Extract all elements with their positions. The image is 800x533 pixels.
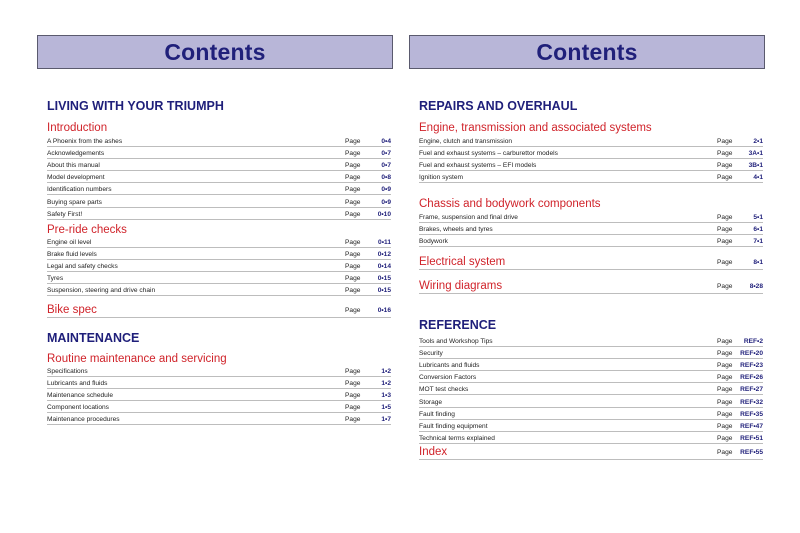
introduction-rows bbox=[47, 135, 391, 220]
page-number: 0•15 bbox=[377, 275, 391, 283]
page-number: 0•11 bbox=[378, 239, 391, 247]
page-label: Page bbox=[717, 410, 733, 418]
page-number: 3A•1 bbox=[748, 150, 763, 158]
index-title: Index bbox=[419, 446, 448, 458]
page-label: Page bbox=[717, 150, 733, 158]
index-entry[interactable] bbox=[419, 445, 763, 460]
left-contents-column bbox=[37, 35, 393, 424]
toc-entry-title: Security bbox=[419, 350, 443, 358]
toc-entry[interactable] bbox=[419, 347, 763, 359]
reference-heading: REFERENCE bbox=[419, 318, 497, 332]
toc-entry[interactable] bbox=[419, 359, 763, 371]
page-number: 2•1 bbox=[753, 138, 763, 146]
page-number: 0•7 bbox=[381, 162, 391, 170]
page-label: Page bbox=[345, 162, 361, 170]
page-label: Page bbox=[345, 239, 361, 247]
page-number: 0•14 bbox=[377, 263, 391, 271]
toc-entry-title: Storage bbox=[419, 398, 443, 406]
page-number: REF•51 bbox=[740, 434, 763, 442]
toc-entry[interactable] bbox=[419, 171, 763, 183]
page-number: REF•20 bbox=[740, 350, 763, 358]
page-label: Page bbox=[345, 251, 361, 259]
page-label: Page bbox=[717, 138, 733, 146]
toc-entry-title: Fault finding equipment bbox=[419, 422, 488, 430]
bike-spec-entry[interactable] bbox=[47, 303, 391, 318]
toc-entry-title: Specifications bbox=[47, 368, 88, 376]
page-number: REF•2 bbox=[743, 338, 763, 346]
page-number: 6•1 bbox=[753, 226, 763, 234]
wiring-entry[interactable] bbox=[419, 279, 763, 294]
toc-entry[interactable] bbox=[47, 365, 391, 377]
toc-entry-title: Brake fluid levels bbox=[47, 251, 97, 259]
page-number: 0•4 bbox=[381, 138, 391, 146]
page-label: Page bbox=[717, 174, 733, 182]
page-label: Page bbox=[345, 404, 361, 412]
toc-entry[interactable] bbox=[47, 208, 391, 220]
page-label: Page bbox=[717, 386, 733, 394]
toc-entry-title: Fuel and exhaust systems – EFI models bbox=[419, 162, 537, 170]
page-label: Page bbox=[345, 198, 361, 206]
toc-entry[interactable] bbox=[419, 159, 763, 171]
page-number: 0•8 bbox=[381, 174, 391, 182]
page-label: Page bbox=[717, 374, 733, 382]
page-label: Page bbox=[717, 362, 733, 370]
toc-entry-title: Component locations bbox=[47, 404, 109, 412]
toc-entry-title: Technical terms explained bbox=[419, 434, 495, 442]
page-number: 0•7 bbox=[381, 150, 391, 158]
toc-entry[interactable] bbox=[47, 236, 391, 248]
page-label: Page bbox=[345, 368, 361, 376]
page-number: REF•27 bbox=[740, 386, 763, 394]
bike-spec-title: Bike spec bbox=[47, 304, 97, 316]
toc-entry[interactable] bbox=[419, 432, 763, 444]
toc-entry-title: A Phoenix from the ashes bbox=[47, 138, 123, 146]
toc-entry-title: Engine, clutch and transmission bbox=[419, 138, 513, 146]
page-label: Page bbox=[717, 238, 733, 246]
toc-entry[interactable] bbox=[419, 135, 763, 147]
reference-rows bbox=[419, 335, 763, 444]
page-number: 0•10 bbox=[377, 210, 391, 218]
toc-entry[interactable] bbox=[419, 395, 763, 407]
toc-entry-title: Safety First! bbox=[47, 210, 83, 218]
toc-entry-title: Brakes, wheels and tyres bbox=[419, 226, 493, 234]
page-label: Page bbox=[345, 287, 361, 295]
toc-entry-title: Acknowledgements bbox=[47, 150, 105, 158]
maintenance-heading: MAINTENANCE bbox=[47, 331, 140, 345]
toc-entry[interactable] bbox=[47, 260, 391, 272]
toc-entry[interactable] bbox=[47, 377, 391, 389]
page-number: 0•9 bbox=[381, 186, 391, 194]
toc-entry-title: Engine oil level bbox=[47, 239, 92, 247]
living-heading: LIVING WITH YOUR TRIUMPH bbox=[47, 99, 224, 113]
toc-entry[interactable] bbox=[47, 272, 391, 284]
toc-entry[interactable] bbox=[419, 211, 763, 223]
right-contents-column bbox=[409, 35, 765, 458]
page-number: 0•16 bbox=[377, 307, 391, 314]
page-number: REF•23 bbox=[740, 362, 763, 370]
page-number: 3B•1 bbox=[748, 162, 763, 170]
toc-entry[interactable] bbox=[47, 171, 391, 183]
toc-entry[interactable] bbox=[419, 235, 763, 247]
page-label: Page bbox=[345, 275, 361, 283]
toc-entry-title: Bodywork bbox=[419, 238, 448, 246]
page-label: Page bbox=[345, 416, 361, 424]
page-label: Page bbox=[717, 398, 733, 406]
toc-entry-title: Fault finding bbox=[419, 410, 455, 418]
page-label: Page bbox=[345, 186, 361, 194]
page-number: 4•1 bbox=[753, 174, 763, 182]
toc-entry[interactable] bbox=[47, 195, 391, 207]
chassis-title: Chassis and bodywork components bbox=[419, 198, 601, 210]
toc-entry-title: Model development bbox=[47, 174, 105, 182]
page-label: Page bbox=[345, 150, 361, 158]
preride-title: Pre-ride checks bbox=[47, 224, 127, 236]
introduction-title: Introduction bbox=[47, 122, 108, 134]
contents-banner: Contents bbox=[37, 35, 393, 69]
toc-entry[interactable] bbox=[419, 408, 763, 420]
toc-entry[interactable] bbox=[419, 147, 763, 159]
toc-entry-title: Lubricants and fluids bbox=[47, 380, 108, 388]
toc-entry-title: Ignition system bbox=[419, 174, 463, 182]
page-label: Page bbox=[717, 434, 733, 442]
page-label: Page bbox=[345, 138, 361, 146]
page-number: 1•2 bbox=[381, 368, 391, 376]
toc-entry[interactable] bbox=[47, 147, 391, 159]
page-label: Page bbox=[345, 174, 361, 182]
page-number: 8•28 bbox=[749, 283, 763, 290]
page-label: Page bbox=[345, 263, 361, 271]
toc-entry[interactable] bbox=[47, 183, 391, 195]
routine-title: Routine maintenance and servicing bbox=[47, 353, 227, 365]
toc-entry[interactable] bbox=[419, 383, 763, 395]
page-label: Page bbox=[345, 210, 361, 218]
toc-entry-title: Lubricants and fluids bbox=[419, 362, 480, 370]
toc-entry-title: Maintenance schedule bbox=[47, 392, 113, 400]
toc-entry-title: Identification numbers bbox=[47, 186, 112, 194]
page-number: 0•12 bbox=[377, 251, 391, 259]
page-label: Page bbox=[345, 392, 361, 400]
wiring-title: Wiring diagrams bbox=[419, 280, 503, 292]
page-label: Page bbox=[717, 259, 733, 266]
toc-entry-title: About this manual bbox=[47, 162, 100, 170]
page-label: Page bbox=[717, 338, 733, 346]
page-label: Page bbox=[717, 449, 733, 456]
page-number: 0•9 bbox=[381, 198, 391, 206]
page-label: Page bbox=[717, 214, 733, 222]
toc-entry-title: Legal and safety checks bbox=[47, 263, 118, 271]
page-label: Page bbox=[717, 226, 733, 234]
toc-entry-title: Fuel and exhaust systems – carburettor models bbox=[419, 150, 558, 158]
contents-banner: Contents bbox=[409, 35, 765, 69]
toc-entry-title: MOT test checks bbox=[419, 386, 469, 394]
toc-entry-title: Buying spare parts bbox=[47, 198, 102, 206]
page-label: Page bbox=[717, 422, 733, 430]
toc-entry[interactable] bbox=[47, 401, 391, 413]
toc-entry[interactable] bbox=[47, 284, 391, 296]
page-number: REF•35 bbox=[740, 410, 763, 418]
page-number: REF•47 bbox=[740, 422, 763, 430]
repairs-heading: REPAIRS AND OVERHAUL bbox=[419, 99, 578, 113]
page-number: 0•15 bbox=[377, 287, 391, 295]
toc-entry-title: Frame, suspension and final drive bbox=[419, 214, 518, 222]
engine-rows bbox=[419, 135, 763, 183]
toc-entry-title: Conversion Factors bbox=[419, 374, 477, 382]
page-label: Page bbox=[717, 350, 733, 358]
toc-entry[interactable] bbox=[47, 389, 391, 401]
toc-entry[interactable] bbox=[419, 223, 763, 235]
toc-entry-title: Tyres bbox=[47, 275, 64, 283]
preride-rows bbox=[47, 236, 391, 296]
toc-entry[interactable] bbox=[419, 420, 763, 432]
engine-title: Engine, transmission and associated systems bbox=[419, 122, 652, 134]
page-label: Page bbox=[345, 380, 361, 388]
toc-entry-title: Suspension, steering and drive chain bbox=[47, 287, 156, 295]
page-number: 1•7 bbox=[381, 416, 391, 424]
toc-entry[interactable] bbox=[47, 135, 391, 147]
page-number: 1•3 bbox=[381, 392, 391, 400]
page-number: 8•1 bbox=[753, 259, 763, 266]
electrical-title: Electrical system bbox=[419, 256, 506, 268]
page-number: REF•55 bbox=[740, 449, 763, 456]
page-number: 1•2 bbox=[381, 380, 391, 388]
toc-entry[interactable] bbox=[47, 159, 391, 171]
toc-entry[interactable] bbox=[419, 335, 763, 347]
page-number: REF•26 bbox=[740, 374, 763, 382]
toc-entry[interactable] bbox=[47, 413, 391, 425]
page-number: 5•1 bbox=[753, 214, 763, 222]
toc-entry-title: Tools and Workshop Tips bbox=[419, 338, 493, 346]
routine-rows bbox=[47, 365, 391, 425]
toc-entry[interactable] bbox=[419, 371, 763, 383]
page-label: Page bbox=[717, 283, 733, 290]
toc-entry-title: Maintenance procedures bbox=[47, 416, 120, 424]
page-label: Page bbox=[345, 307, 361, 314]
page-number: REF•32 bbox=[740, 398, 763, 406]
toc-entry[interactable] bbox=[47, 248, 391, 260]
chassis-rows bbox=[419, 211, 763, 247]
page-number: 7•1 bbox=[753, 238, 763, 246]
page-label: Page bbox=[717, 162, 733, 170]
page-number: 1•5 bbox=[381, 404, 391, 412]
electrical-entry[interactable] bbox=[419, 255, 763, 270]
